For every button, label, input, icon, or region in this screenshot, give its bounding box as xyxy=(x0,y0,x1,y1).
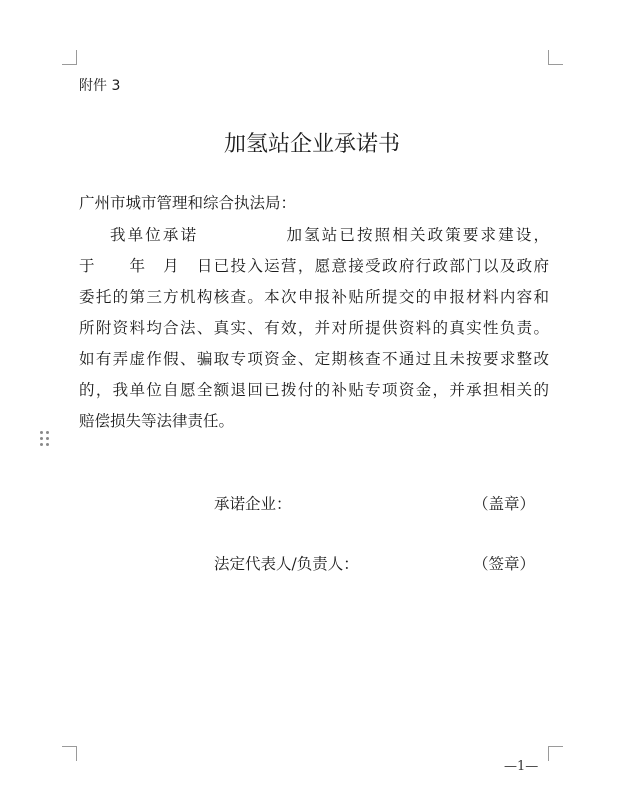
representative-label: 法定代表人/负责人： xyxy=(214,555,359,573)
page-corner-mark xyxy=(548,50,563,65)
paragraph-drag-handle-icon[interactable] xyxy=(40,431,50,447)
body-line: 的，我单位自愿全额退回已拨付的补贴专项资金，并承担相关的 xyxy=(79,381,549,399)
body-line: 所附资料均合法、真实、有效，并对所提供资料的真实性负责。 xyxy=(79,319,549,337)
representative-sign: （签章） xyxy=(473,555,536,573)
company-label: 承诺企业： xyxy=(214,495,292,513)
addressee: 广州市城市管理和综合执法局： xyxy=(79,194,297,212)
page-corner-mark xyxy=(62,50,77,65)
body-line: 委托的第三方机构核查。本次申报补贴所提交的申报材料内容和 xyxy=(79,288,549,306)
body-line: 于 年 月 日已投入运营，愿意接受政府行政部门以及政府 xyxy=(79,257,549,275)
company-seal: （盖章） xyxy=(473,495,536,513)
attachment-label: 附件 3 xyxy=(79,78,121,94)
page-corner-mark xyxy=(62,746,77,761)
page-corner-mark xyxy=(548,746,563,761)
body-line: 我单位承诺 加氢站已按照相关政策要求建设， xyxy=(110,226,549,244)
body-line: 赔偿损失等法律责任。 xyxy=(79,412,235,430)
body-line: 如有弄虚作假、骗取专项资金、定期核查不通过且未按要求整改 xyxy=(79,350,549,368)
page-number: —1— xyxy=(504,759,539,774)
document-title: 加氢站企业承诺书 xyxy=(223,132,400,157)
